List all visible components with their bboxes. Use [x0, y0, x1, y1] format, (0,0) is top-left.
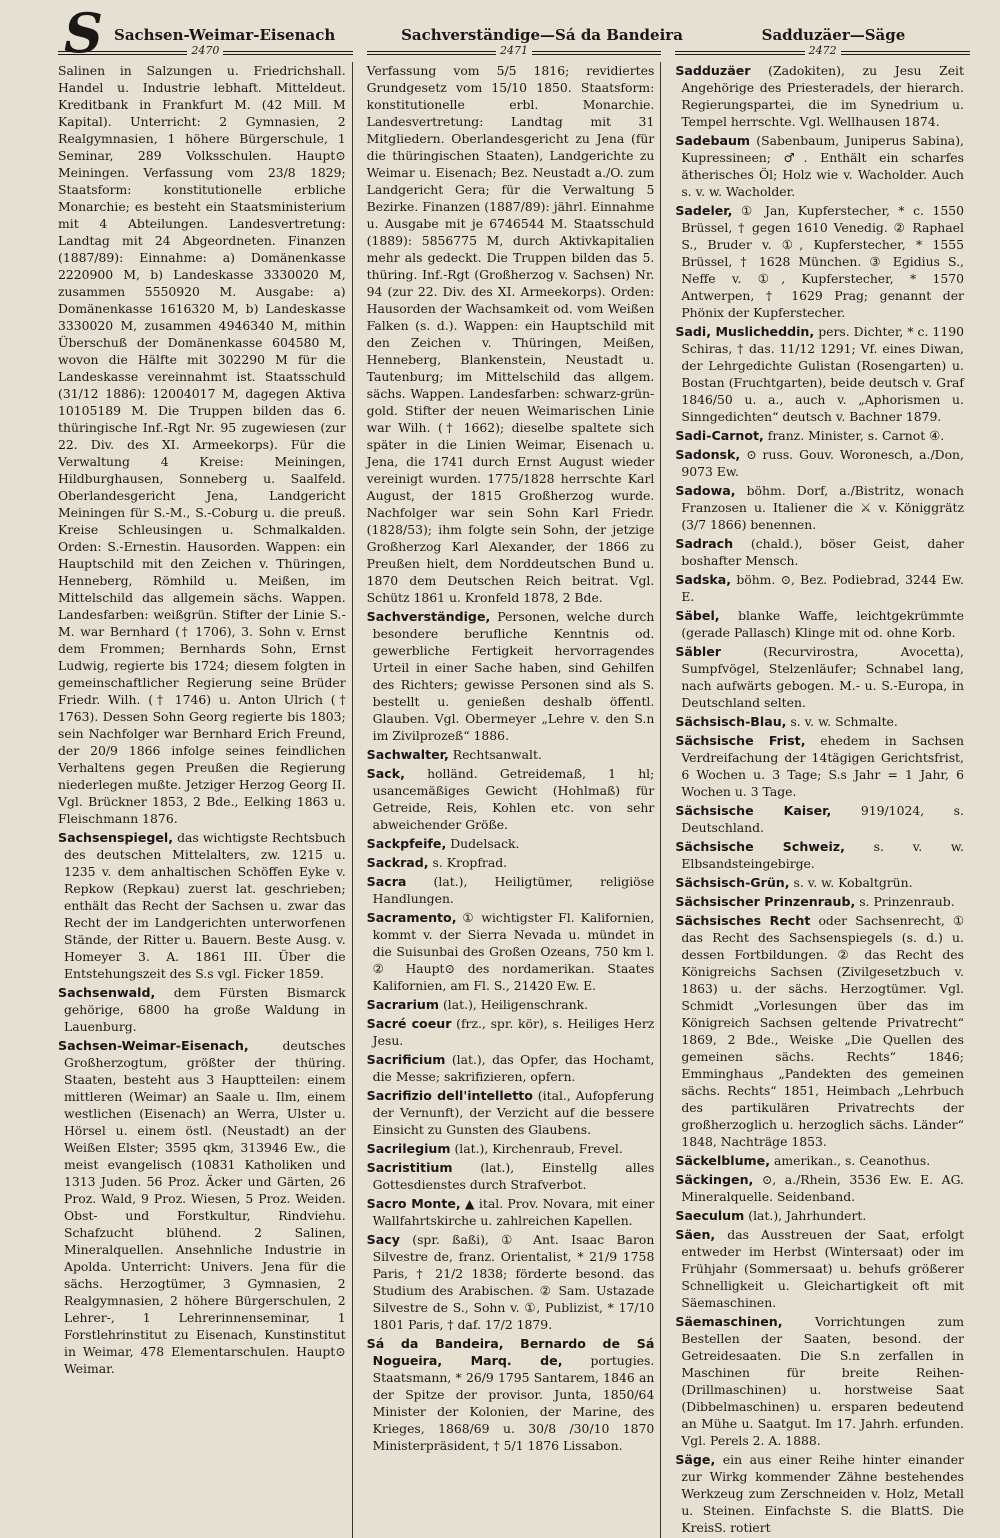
entry-headword: Sacro Monte, — [366, 1196, 461, 1211]
dictionary-entry — [675, 1207, 964, 1224]
dictionary-entry — [675, 571, 964, 605]
entry-headword: Sächsischer Prinzenraub, — [675, 894, 856, 909]
dictionary-entry — [675, 482, 964, 533]
dictionary-entry — [367, 1335, 655, 1454]
dictionary-entry — [675, 732, 964, 800]
dictionary-entry — [367, 1087, 655, 1138]
entry-headword: Sadrach — [675, 536, 734, 551]
header-right: Sadduzäer—Säge — [761, 26, 906, 44]
entry-headword: Sacra — [366, 874, 407, 889]
entry-text: deutsches Großherzogtum, größter der thüring. Staaten, besteht aus 3 Hauptteilen: einem mittleren (Weimar) an Saale u. Ilm, einem westlichen (Eisenach) an Werra, Ulster u. Hörsel u. einem östl. (Neustadt) an der Weißen Elster; 3595 qkm, 313946 Ew., die meist evangelisch (10831 Katholiken und 1313 Juden. 56 Proz. Äcker und Gärten, 26 Proz. Wald, 9 Proz. Wiesen, 5 Proz. Weiden. Obst- und Forstkultur, Rindviehu. Schafzucht blühend. 2 Salinen, Mineralquellen. Ansehnliche Industrie in Apolda. Unterricht: Univers. Jena für die sächs. Herzogtümer, 3 Gymnasien, 2 Realgymnasien, 2 höhere Bürgerschulen, 2 Lehrer-, 1 Lehrerinnenseminar, 1 Forstlehrinstitut zu Eisenach, Kunstinstitut in Weimar, 478 Elementarschulen. Haupt⊙ Weimar. — [64, 1038, 346, 1376]
entry-headword: Säbler — [675, 644, 721, 659]
dictionary-entry — [367, 1231, 655, 1333]
entry-headword: Sadebaum — [675, 133, 751, 148]
entry-text: (Zadokiten), zu Jesu Zeit Angehörige des Priesteradels, der hierarch. Regierungspartei, die im Synedrium u. Tempel herrschte. Vgl. Wellhausen 1874. — [681, 63, 964, 129]
entry-headword: Säckingen, — [675, 1172, 754, 1187]
dictionary-entry — [58, 1037, 346, 1377]
entry-headword: Sacristitium — [366, 1160, 453, 1175]
entry-headword: Säckelblume, — [675, 1153, 771, 1168]
dictionary-entry — [367, 608, 655, 744]
entry-text: böhm. Dorf, a./Bistritz, wonach Franzosen u. Italiener die ⚔ v. Königgrätz (3/7 1866) benennen. — [681, 483, 964, 532]
entry-headword: Sachsen-Weimar-Eisenach, — [58, 1038, 249, 1053]
entry-headword: Sächsisch-Blau, — [675, 714, 787, 729]
dictionary-entry — [675, 446, 964, 480]
entry-headword: Sächsisches Recht — [675, 913, 811, 928]
entry-headword: Säbel, — [675, 608, 720, 623]
entry-headword: Sachsenwald, — [58, 985, 156, 1000]
entry-text: ▲ ital. Prov. Novara, mit einer Wallfahrtskirche u. zahlreichen Kapellen. — [372, 1196, 655, 1228]
entry-text: (chald.), böser Geist, daher boshafter Mensch. — [681, 536, 964, 568]
dictionary-entry — [675, 1152, 964, 1169]
page-number-row — [58, 44, 970, 60]
running-header — [114, 14, 970, 44]
entry-text: Verfassung vom 5/5 1816; revidiertes Grundgesetz vom 15/10 1850. Staatsform: konstitutionelle erbl. Monarchie. Landesvertretung: Landtag mit 31 Mitgliedern. Oberlandesgericht zu Jena (für die thüringischen Staaten), Landgerichte zu Weimar u. Eisenach; Bez. Neustadt a./O. zum Landgericht Gera; für die Verwaltung 5 Bezirke. Finanzen (1887/89): jährl. Einnahme u. Ausgabe mit je 6746544 M. Staatsschuld (1889): 5856775 M, durch Aktivkapitalien mehr als gedeckt. Die Truppen bilden das 5. thüring. Inf.-Rgt (Großherzog v. Sachsen) Nr. 94 (zur 22. Div. des XI. Armeekorps). Orden: Hausorden der Wachsamkeit od. vom Weißen Falken (s. d.). Wappen: ein Hauptschild mit den Zeichen v. Thüringen, Meißen, Henneberg, Blankenstein, Neustadt u. Tautenburg; im Mittelschild das allgem. sächs. Wappen. Landesfarben: schwarz-grün-gold. Stifter der neuen Weimarischen Linie war Wilh. († 1662); dieselbe spaltete sich später in die Linien Weimar, Eisenach u. Jena, die 1741 durch Ernst August wieder vereinigt wurden. 1775/1828 herrschte Karl August, der 1815 Großherzog wurde. Nachfolger war sein Sohn Karl Friedr. (1828/53); ihm folgte sein Sohn, der jetzige Großherzog Karl Alexander, der 1866 zu Preußen hielt, dem Norddeutschen Bund u. 1870 dem Deutschen Reich beitrat. Vgl. Schütz 1861 u. Kronfeld 1878, 2 Bde. — [366, 63, 655, 605]
page-number-center: 2471 — [367, 44, 662, 60]
entry-text: (lat.), Kirchenraub, Frevel. — [454, 1141, 623, 1156]
column-1 — [58, 62, 353, 1538]
entry-headword: Säemaschinen, — [675, 1314, 783, 1329]
entry-text: ① Jan, Kupferstecher, * c. 1550 Brüssel, † gegen 1610 Venedig. ② Raphael S., Bruder v. ①, Kupferstecher, * 1555 Brüssel, † 1628 München. ③ Egidius S., Neffe v. ①, Kupferstecher, * 1570 Antwerpen, † 1629 Prag; genannt der Phönix der Kupferstecher. — [681, 203, 964, 320]
entry-headword: Sacramento, — [366, 910, 457, 925]
entry-text: (lat.), Jahrhundert. — [748, 1208, 867, 1223]
entry-text: Dudelsack. — [450, 836, 520, 851]
column-2 — [367, 62, 662, 1538]
dictionary-entry — [675, 427, 964, 444]
entry-headword: Sadowa, — [675, 483, 736, 498]
entry-text: (frz., spr. kör), s. Heiliges Herz Jesu. — [372, 1016, 655, 1048]
dictionary-entry — [675, 535, 964, 569]
entry-text: s. Kropfrad. — [432, 855, 508, 870]
entry-text: Rechtsanwalt. — [452, 747, 542, 762]
entry-headword: Sackpfeife, — [366, 836, 447, 851]
entry-headword: Sadonsk, — [675, 447, 741, 462]
entry-text: portugies. Staatsmann, * 26/9 1795 Santarem, 1846 an der Spitze der provisor. Junta, 1850/64 Minister der Kolonien, der Marine, des Krieges, 1868/69 u. 30/8 /30/10 1870 Ministerpräsident, † 5/1 1876 Lissabon. — [372, 1353, 655, 1453]
dictionary-entry — [367, 1140, 655, 1157]
entry-headword: Sadi, Muslicheddin, — [675, 324, 815, 339]
header-center: Sachverständige—Sá da Bandeira — [401, 26, 683, 44]
entry-text: (ital., Aufopferung der Vernunft), der Verzicht auf die bessere Einsicht zu Gunsten des Glaubens. — [372, 1088, 655, 1137]
entry-headword: Säge, — [675, 1452, 716, 1467]
entry-text: s. v. w. Kobaltgrün. — [793, 875, 913, 890]
entry-text: (Recurvirostra, Avocetta), Sumpfvögel, Stelzenläufer; Schnabel lang, nach aufwärts gebogen. M.- u. S.-Europa, in Deutschland selten. — [681, 644, 964, 710]
column-3 — [675, 62, 970, 1538]
dictionary-entry — [367, 765, 655, 833]
dictionary-entry — [675, 713, 964, 730]
entry-text: oder Sachsenrecht, ① das Recht des Sachsenspiegels (s. d.) u. dessen Fortbildungen. ② das Recht des Königreichs Sachsen (Zivilgesetzbuch v. 1863) u. der sächs. Herzogtümer. Vgl. Schmidt „Vorlesungen über das im Königreich Sachsen geltende Privatrecht“ 1869, 2 Bde., Weiske „Die Quellen des gemeinen sächs. Rechts“ 1846; Emminghaus „Pandekten des gemeinen sächs. Rechts“ 1851, Heimbach „Lehrbuch des partikulären Privatrechts der großherzoglich u. herzoglich sächs. Länder“ 1848, Nachträge 1853. — [681, 913, 964, 1149]
entry-text: (lat.), Heiligenschrank. — [442, 997, 589, 1012]
dictionary-entry — [675, 607, 964, 641]
entry-text: das Ausstreuen der Saat, erfolgt entweder im Herbst (Wintersaat) oder im Frühjahr (Sommersaat) u. behufs größerer Schnelligkeit u. Gleichartigkeit oft mit Säemaschinen. — [681, 1227, 964, 1310]
entry-text: (lat.), Einstellg alles Gottesdienstes durch Strafverbot. — [372, 1160, 655, 1192]
entry-headword: Sachsenspiegel, — [58, 830, 174, 845]
dictionary-entry — [675, 202, 964, 321]
entry-text: ehedem in Sachsen Verdreifachung der 14tägigen Gerichtsfrist, 6 Wochen u. 3 Tage; S.s Jahr = 1 Jahr, 6 Wochen u. 3 Tage. — [681, 733, 964, 799]
entry-headword: Sacrilegium — [366, 1141, 451, 1156]
entry-text: Salinen in Salzungen u. Friedrichshall. Handel u. Industrie lebhaft. Mitteldeut. Kreditbank in Frankfurt M. (42 Mill. M Kapital). Unterricht: 2 Gymnasien, 2 Realgymnasien, 1 höhere Bürgerschule, 1 Seminar, 289 Volksschulen. Haupt⊙ Meiningen. Verfassung vom 23/8 1829; Staatsform: konstitutionelle erbliche Monarchie; es besteht ein Staatsministerium mit 4 Abteilungen. Landesvertretung: Landtag mit 24 Abgeordneten. Finanzen (1887/89): Einnahme: a) Domänenkasse 2220900 M, b) Landeskasse 3330020 M, zusammen 5550920 M. Ausgabe: a) Domänenkasse 1616320 M, b) Landeskasse 3330020 M, zusammen 4946340 M, mithin Überschuß der Domänenkasse 604580 M, wovon die Hälfte mit 302290 M für die Landeskasse vereinnahmt ist. Staatsschuld (31/12 1886): 12004017 M, dagegen Aktiva 10105189 M. Die Truppen bilden das 6. thüringische Inf.-Rgt Nr. 95 zugewiesen (zur 22. Div. des XI. Armeekorps). Für die Verwaltung 4 Kreise: Meiningen, Hildburghausen, Sonneberg u. Saalfeld. Oberlandesgericht Jena, Landgericht Meiningen für S.-M., S.-Coburg u. die preuß. Kreise Schleusingen u. Schmalkalden. Orden: S.-Ernestin. Hausorden. Wappen: ein Hauptschild mit den Zeichen v. Thüringen, Henneberg, Römhild u. Meißen, im Mittelschild das allgemein sächs. Wappen. Landesfarben: weißgrün. Stifter der Linie S.-M. war Bernhard († 1706), 3. Sohn v. Ernst dem Frommen; Bernhards Sohn, Ernst Ludwig, regierte bis 1724; diesem folgten in gemeinschaftlicher Regierung seine Brüder Friedr. Wilh. († 1746) u. Anton Ulrich († 1763). Dessen Sohn Georg regierte bis 1803; sein Nachfolger war Bernhard Erich Freund, der 20/9 1866 infolge seines feindlichen Verhaltens gegen Preußen die Regierung niederlegen mußte. Jetziger Herzog Georg II. Vgl. Brückner 1853, 2 Bde., Eelking 1863 u. Fleischmann 1876. — [58, 63, 346, 826]
dictionary-entry — [367, 873, 655, 907]
entry-headword: Sack, — [366, 766, 405, 781]
dictionary-entry — [675, 1313, 964, 1449]
entry-headword: Saeculum — [675, 1208, 745, 1223]
dictionary-entry — [367, 1159, 655, 1193]
entry-text: blanke Waffe, leichtgekrümmte (gerade Pallasch) Klinge mit od. ohne Korb. — [681, 608, 964, 640]
dictionary-entry — [675, 838, 964, 872]
header-left: Sachsen-Weimar-Eisenach — [114, 26, 336, 44]
entry-text: (spr. ßaßi), ① Ant. Isaac Baron Silvestre de, franz. Orientalist, * 21/9 1758 Paris, † 21/2 1838; förderte besond. das Studium des Arabischen. ② Sam. Ustazade Silvestre de S., Sohn v. ①, Publizist, * 17/10 1801 Paris, † daf. 17/2 1879. — [372, 1232, 655, 1332]
entry-headword: Sächsische Kaiser, — [675, 803, 832, 818]
entry-headword: Sachverständige, — [366, 609, 491, 624]
entry-headword: Sá da Bandeira, Bernardo de Sá Nogueira, Marq. de, — [366, 1336, 655, 1368]
dictionary-entry — [675, 802, 964, 836]
dictionary-entry — [367, 996, 655, 1013]
entry-text: (Sabenbaum, Juniperus Sabina), Kupressineen; ♂. Enthält ein scharfes ätherisches Öl; Holz wie v. Wacholder. Auch s. v. w. Wacholder. — [681, 133, 964, 199]
text-columns — [58, 62, 970, 1535]
dictionary-entry — [675, 643, 964, 711]
section-letter: S — [64, 1, 102, 65]
entry-text: ① wichtigster Fl. Kalifornien, kommt v. der Sierra Nevada u. mündet in die Suisunbai des Großen Ozeans, 750 km l. ② Haupt⊙ des nordamerikan. Staates Kalifornien, am Fl. S., 21420 Ew. E. — [372, 910, 655, 993]
entry-text: ⊙ russ. Gouv. Woronesch, a./Don, 9073 Ew. — [681, 447, 964, 479]
entry-text: amerikan., s. Ceanothus. — [773, 1153, 931, 1168]
entry-headword: Sächsisch-Grün, — [675, 875, 790, 890]
entry-text: Personen, welche durch besondere berufliche Kenntnis od. gewerbliche Fertigkeit hervorragendes Urteil in einer Sache haben, sind Gehilfen des Richters; gewisse Personen sind als S. bestellt u. genießen deshalb öffentl. Glauben. Vgl. Obermeyer „Lehre v. den S.n im Zivilprozeß“ 1886. — [372, 609, 655, 743]
dictionary-entry — [675, 1171, 964, 1205]
entry-text: Vorrichtungen zum Bestellen der Saaten, besond. der Getreidesaaten. Die S.n zerfallen in Maschinen für breite Reihen- (Drillmaschinen) u. horstweise Saat (Dibbelmaschinen) u. ersparen bedeutend an Mühe u. Saatgut. Im 17. Jahrh. erfunden. Vgl. Perels 2. A. 1888. — [681, 1314, 964, 1448]
dictionary-entry — [367, 909, 655, 994]
entry-headword: Sadduzäer — [675, 63, 751, 78]
dictionary-entry — [675, 132, 964, 200]
entry-text: s. v. w. Schmalte. — [790, 714, 898, 729]
entry-headword: Sacrifizio dell'intelletto — [366, 1088, 533, 1103]
entry-text: pers. Dichter, * c. 1190 Schiras, † das. 11/12 1291; Vf. eines Diwan, der Lehrgedichte Gulistan (Rosengarten) u. Bostan (Fruchtgarten), beide deutsch v. Graf 1846/50 u. a., auch v. „Aphorismen u. Sinngedichten“ deutsch v. Bachner 1879. — [681, 324, 964, 424]
dictionary-entry — [367, 1051, 655, 1085]
dictionary-entry — [367, 62, 655, 606]
entry-headword: Sacy — [366, 1232, 400, 1247]
entry-text: dem Fürsten Bismarck gehörige, 6800 ha große Waldung in Lauenburg. — [64, 985, 346, 1034]
entry-text: böhm. ⊙, Bez. Podiebrad, 3244 Ew. E. — [681, 572, 964, 604]
dictionary-entry — [58, 984, 346, 1035]
dictionary-entry — [58, 62, 346, 827]
dictionary-entry — [675, 893, 964, 910]
entry-text: (lat.), das Opfer, das Hochamt, die Messe; sakrifizieren, opfern. — [372, 1052, 655, 1084]
dictionary-entry — [367, 854, 655, 871]
dictionary-entry — [675, 323, 964, 425]
dictionary-entry — [675, 874, 964, 891]
dictionary-entry — [675, 1451, 964, 1536]
dictionary-entry — [58, 829, 346, 982]
entry-headword: Sadeler, — [675, 203, 733, 218]
entry-headword: Sächsische Frist, — [675, 733, 806, 748]
entry-text: s. v. w. Elbsandsteingebirge. — [681, 839, 964, 871]
entry-headword: Sacrarium — [366, 997, 440, 1012]
dictionary-entry — [675, 62, 964, 130]
entry-headword: Sadi-Carnot, — [675, 428, 764, 443]
dictionary-entry — [367, 835, 655, 852]
entry-headword: Sachwalter, — [366, 747, 449, 762]
dictionary-entry — [675, 912, 964, 1150]
entry-headword: Sächsische Schweiz, — [675, 839, 845, 854]
entry-text: 919/1024, s. Deutschland. — [681, 803, 964, 835]
entry-text: holländ. Getreidemaß, 1 hl; usancemäßiges Gewicht (Hohlmaß) für Getreide, Reis, Kohlen etc. von sehr abweichender Größe. — [372, 766, 655, 832]
entry-headword: Sacrificium — [366, 1052, 446, 1067]
dictionary-entry — [367, 1015, 655, 1049]
dictionary-entry — [367, 746, 655, 763]
entry-headword: Sacré coeur — [366, 1016, 452, 1031]
entry-text: s. Prinzenraub. — [859, 894, 955, 909]
entry-text: (lat.), Heiligtümer, religiöse Handlungen. — [372, 874, 655, 906]
entry-text: ein aus einer Reihe hinter einander zur Wirkg kommender Zähne bestehendes Werkzeug zum Zerschneiden v. Holz, Metall u. Steinen. Einfachste S. die BlattS. Die KreisS. rotiert — [681, 1452, 964, 1535]
entry-text: franz. Minister, s. Carnot ④. — [767, 428, 945, 443]
entry-headword: Sackrad, — [366, 855, 429, 870]
entry-text: das wichtigste Rechtsbuch des deutschen Mittelalters, zw. 1215 u. 1235 v. dem anhaltischen Schöffen Eyke v. Repkow (Repkau) zuerst lat. geschrieben; enthält das Recht der Sachsen u. zwar das Recht der im Landgerichten unterworfenen Stände, der Ritter u. Bauern. Beste Ausg. v. Homeyer 3. A. 1861 III. Über die Entstehungszeit des S.s vgl. Ficker 1859. — [64, 830, 346, 981]
dictionary-entry — [675, 1226, 964, 1311]
entry-headword: Säen, — [675, 1227, 716, 1242]
page-number-left: 2470 — [58, 44, 353, 60]
dictionary-entry — [367, 1195, 655, 1229]
page-number-right: 2472 — [675, 44, 970, 60]
entry-headword: Sadska, — [675, 572, 732, 587]
entry-text: ⊙, a./Rhein, 3536 Ew. E. AG. Mineralquelle. Seidenband. — [681, 1172, 964, 1204]
